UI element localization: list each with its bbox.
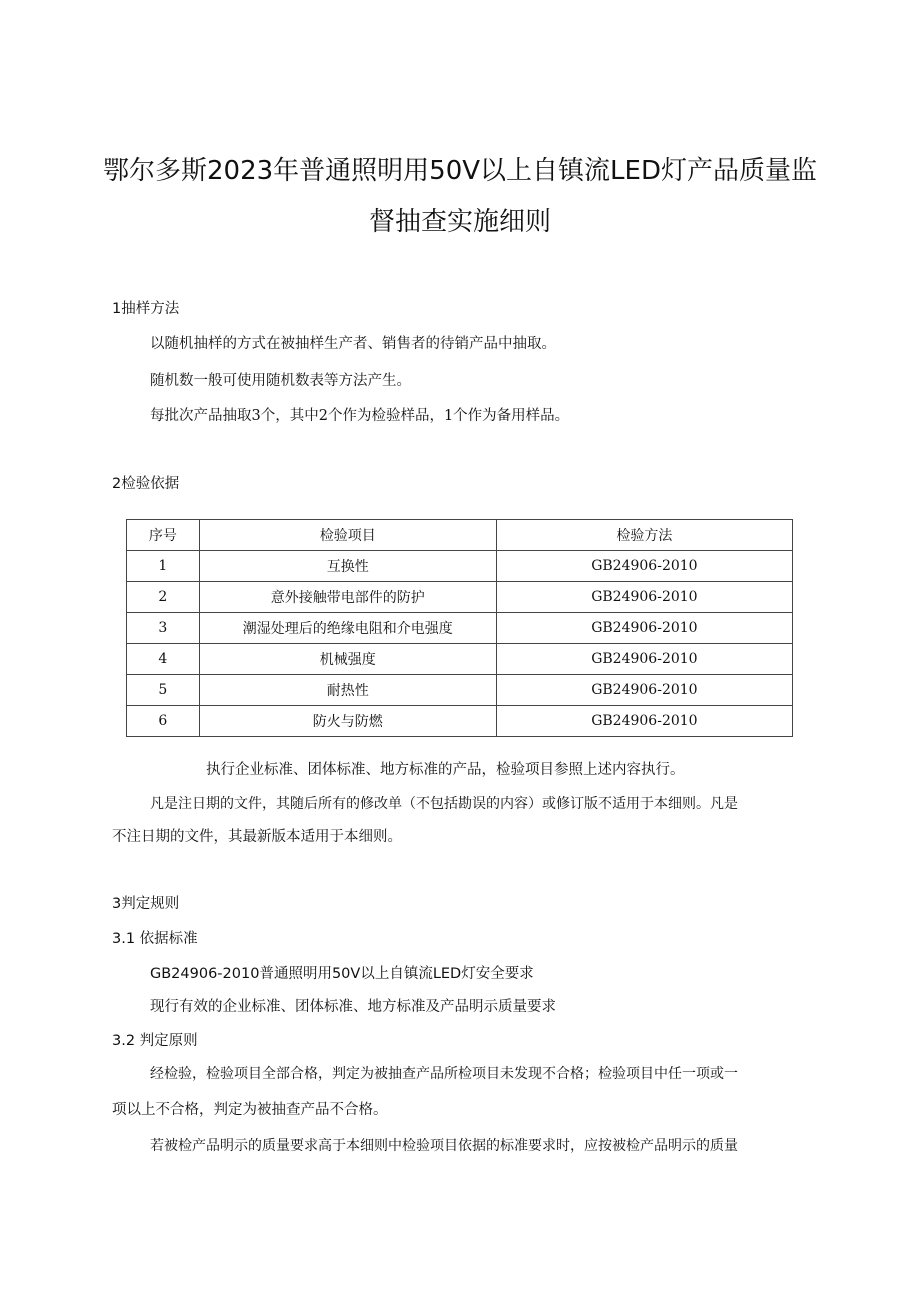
standard-item-1: GB24906-2010普通照明用50V以上自镇流LED灯安全要求 xyxy=(150,966,534,982)
cell-seq: 5 xyxy=(127,675,200,706)
cell-seq: 2 xyxy=(127,582,200,613)
document-title-line-2: 督抽查实施细则 xyxy=(368,207,551,237)
cell-method: GB24906-2010 xyxy=(496,706,792,737)
section-1-paragraph-2: 随机数一般可使用随机数表等方法产生。 xyxy=(150,373,411,389)
table-header-row xyxy=(127,520,793,551)
section-1-paragraph-3: 每批次产品抽取3个，其中2个作为检验样品，1个作为备用样品。 xyxy=(150,408,570,424)
table-row xyxy=(127,675,793,706)
principle-paragraph-1-line-1: 经检验，检验项目全部合格，判定为被抽查产品所检项目未发现不合格；检验项目中任一项或一 xyxy=(150,1066,738,1082)
header-method: 检验方法 xyxy=(496,520,792,551)
section-1-heading: 1抽样方法 xyxy=(112,301,180,317)
cell-method: GB24906-2010 xyxy=(496,644,792,675)
cell-seq: 6 xyxy=(127,706,200,737)
cell-seq: 3 xyxy=(127,613,200,644)
table-row xyxy=(127,551,793,582)
cell-method: GB24906-2010 xyxy=(496,613,792,644)
table-row xyxy=(127,582,793,613)
cell-item: 机械强度 xyxy=(199,644,496,675)
cell-method: GB24906-2010 xyxy=(496,675,792,706)
principle-paragraph-1-line-2: 项以上不合格，判定为被抽查产品不合格。 xyxy=(112,1102,388,1118)
cell-item: 防火与防燃 xyxy=(199,706,496,737)
table-row xyxy=(127,644,793,675)
cell-method: GB24906-2010 xyxy=(496,582,792,613)
header-item: 检验项目 xyxy=(199,520,496,551)
cell-item: 互换性 xyxy=(199,551,496,582)
header-seq: 序号 xyxy=(127,520,200,551)
cell-item: 意外接触带电部件的防护 xyxy=(199,582,496,613)
section-3-1-heading: 3.1 依据标准 xyxy=(112,931,198,947)
cell-method: GB24906-2010 xyxy=(496,551,792,582)
section-2-heading: 2检验依据 xyxy=(112,476,180,492)
section-2-note-1: 执行企业标准、团体标准、地方标准的产品，检验项目参照上述内容执行。 xyxy=(206,762,685,778)
section-2-note-2-line-1: 凡是注日期的文件，其随后所有的修改单（不包括勘误的内容）或修订版不适用于本细则。凡是 xyxy=(150,796,738,812)
table-row xyxy=(127,613,793,644)
standard-item-2: 现行有效的企业标准、团体标准、地方标准及产品明示质量要求 xyxy=(150,999,556,1015)
cell-item: 耐热性 xyxy=(199,675,496,706)
section-1-paragraph-1: 以随机抽样的方式在被抽样生产者、销售者的待销产品中抽取。 xyxy=(150,336,556,352)
cell-item: 潮湿处理后的绝缘电阻和介电强度 xyxy=(199,613,496,644)
table-row xyxy=(127,706,793,737)
inspection-table xyxy=(126,519,793,737)
document-title-line-1: 鄂尔多斯2023年普通照明用50V以上自镇流LED灯产品质量监 xyxy=(103,156,817,186)
section-3-heading: 3判定规则 xyxy=(112,896,180,912)
cell-seq: 1 xyxy=(127,551,200,582)
cell-seq: 4 xyxy=(127,644,200,675)
section-2-note-2-line-2: 不注日期的文件，其最新版本适用于本细则。 xyxy=(112,829,402,845)
principle-paragraph-2-line-1: 若被检产品明示的质量要求高于本细则中检验项目依据的标准要求时，应按被检产品明示的质量 xyxy=(150,1138,738,1154)
section-3-2-heading: 3.2 判定原则 xyxy=(112,1033,198,1049)
